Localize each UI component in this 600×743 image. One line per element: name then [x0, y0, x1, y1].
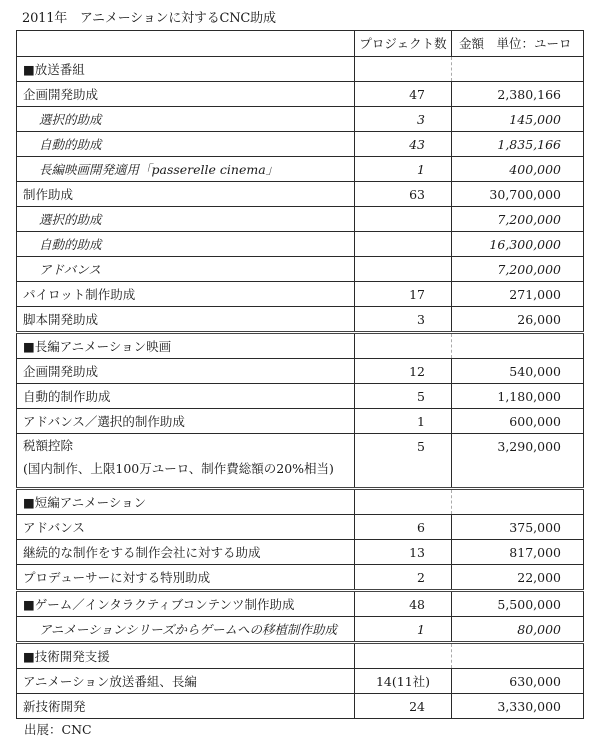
row-count: 1	[355, 157, 452, 182]
section-count: 48	[355, 591, 452, 617]
table-header-row	[17, 31, 584, 57]
section-amount	[452, 643, 584, 669]
table-row	[17, 257, 584, 282]
table-row	[17, 565, 584, 591]
section-row-short-film	[17, 489, 584, 515]
row-amount: 540,000	[452, 359, 584, 384]
row-amount: 7,200,000	[452, 207, 584, 232]
row-label: 選択的助成	[17, 107, 355, 132]
row-amount: 3,290,000	[452, 434, 584, 489]
row-label	[17, 434, 355, 489]
row-count: 43	[355, 132, 452, 157]
row-label: 自動的助成	[17, 232, 355, 257]
row-label: 自動的制作助成	[17, 384, 355, 409]
row-count: 5	[355, 434, 452, 489]
table-row	[17, 132, 584, 157]
row-amount: 145,000	[452, 107, 584, 132]
row-label: 企画開発助成	[17, 82, 355, 107]
section-amount	[452, 333, 584, 359]
row-count: 24	[355, 694, 452, 719]
header-project-count: プロジェクト数	[355, 31, 452, 57]
section-row-feature-film	[17, 333, 584, 359]
table-row	[17, 182, 584, 207]
row-amount: 22,000	[452, 565, 584, 591]
table-row	[17, 384, 584, 409]
row-count	[355, 232, 452, 257]
row-label: パイロット制作助成	[17, 282, 355, 307]
row-amount: 271,000	[452, 282, 584, 307]
cnc-grants-table	[16, 30, 584, 719]
row-amount: 26,000	[452, 307, 584, 333]
row-label: アニメーション放送番組、長編	[17, 669, 355, 694]
row-amount: 7,200,000	[452, 257, 584, 282]
row-label: 企画開発助成	[17, 359, 355, 384]
section-count	[355, 57, 452, 82]
row-label: 制作助成	[17, 182, 355, 207]
row-amount: 400,000	[452, 157, 584, 182]
table-row	[17, 157, 584, 182]
table-row	[17, 617, 584, 643]
table-row	[17, 540, 584, 565]
row-label: アドバンス／選択的制作助成	[17, 409, 355, 434]
row-count	[355, 257, 452, 282]
row-label: 自動的助成	[17, 132, 355, 157]
row-amount: 2,380,166	[452, 82, 584, 107]
row-label-line2: (国内制作、上限100万ユーロ、制作費総額の20%相当)	[23, 461, 334, 476]
row-count: 17	[355, 282, 452, 307]
table-row	[17, 207, 584, 232]
section-amount: 5,500,000	[452, 591, 584, 617]
section-count	[355, 643, 452, 669]
row-amount: 600,000	[452, 409, 584, 434]
row-count	[355, 207, 452, 232]
section-count	[355, 489, 452, 515]
table-row	[17, 307, 584, 333]
row-count: 1	[355, 617, 452, 643]
row-label-line1: 税額控除	[23, 438, 74, 453]
document-title: 2011年 アニメーションに対するCNC助成	[22, 11, 276, 26]
table-row	[17, 694, 584, 719]
row-count: 13	[355, 540, 452, 565]
table-row	[17, 669, 584, 694]
section-label: ■放送番組	[17, 57, 355, 82]
table-row-tax-credit	[17, 434, 584, 489]
row-amount: 1,835,166	[452, 132, 584, 157]
row-label: アニメーションシリーズからゲームへの移植制作助成	[17, 617, 355, 643]
row-amount: 1,180,000	[452, 384, 584, 409]
row-count: 12	[355, 359, 452, 384]
table-row	[17, 232, 584, 257]
row-count: 63	[355, 182, 452, 207]
row-label: 新技術開発	[17, 694, 355, 719]
row-amount: 80,000	[452, 617, 584, 643]
section-label: ■技術開発支援	[17, 643, 355, 669]
row-label: 長編映画開発適用「passerelle cinema」	[17, 157, 355, 182]
row-amount: 30,700,000	[452, 182, 584, 207]
row-label: 継続的な制作をする制作会社に対する助成	[17, 540, 355, 565]
row-count: 14(11社)	[355, 669, 452, 694]
header-label-cell	[17, 31, 355, 57]
row-count: 3	[355, 307, 452, 333]
source-note: 出展：CNC	[24, 722, 92, 737]
section-row-tech-dev	[17, 643, 584, 669]
section-label: ■長編アニメーション映画	[17, 333, 355, 359]
row-amount: 16,300,000	[452, 232, 584, 257]
table-row	[17, 359, 584, 384]
header-amount: 金額 単位：ユーロ	[452, 31, 584, 57]
section-label: ■短編アニメーション	[17, 489, 355, 515]
table-row	[17, 515, 584, 540]
section-count	[355, 333, 452, 359]
row-amount: 630,000	[452, 669, 584, 694]
section-row-game	[17, 591, 584, 617]
row-amount: 375,000	[452, 515, 584, 540]
row-count: 2	[355, 565, 452, 591]
row-count: 3	[355, 107, 452, 132]
row-amount: 817,000	[452, 540, 584, 565]
section-label: ■ゲーム／インタラクティブコンテンツ制作助成	[17, 591, 355, 617]
row-label: アドバンス	[17, 515, 355, 540]
row-label: アドバンス	[17, 257, 355, 282]
section-row-broadcast	[17, 57, 584, 82]
table-row	[17, 82, 584, 107]
table-row	[17, 107, 584, 132]
section-amount	[452, 489, 584, 515]
table-row	[17, 282, 584, 307]
row-label: プロデューサーに対する特別助成	[17, 565, 355, 591]
row-label: 脚本開発助成	[17, 307, 355, 333]
row-count: 47	[355, 82, 452, 107]
table-row	[17, 409, 584, 434]
row-count: 1	[355, 409, 452, 434]
row-count: 5	[355, 384, 452, 409]
section-amount	[452, 57, 584, 82]
row-label: 選択的助成	[17, 207, 355, 232]
row-count: 6	[355, 515, 452, 540]
row-amount: 3,330,000	[452, 694, 584, 719]
